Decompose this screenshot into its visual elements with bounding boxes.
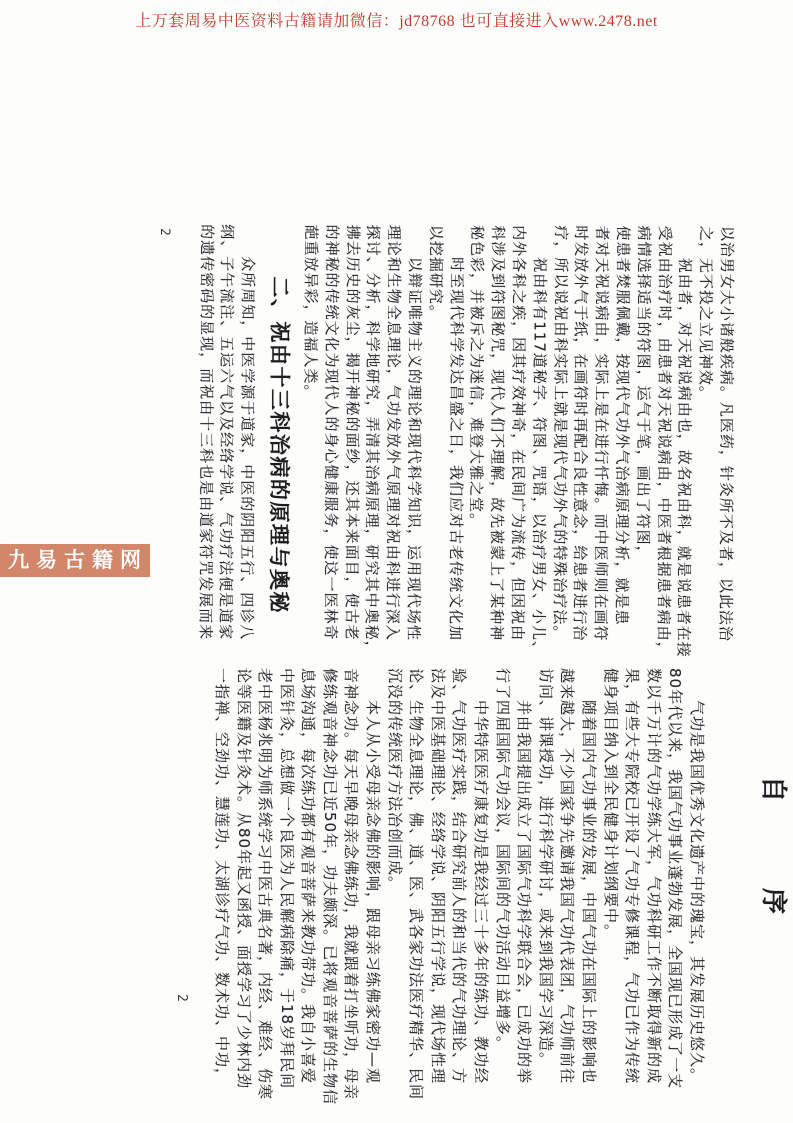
scan-page-bottom-content: [150, 668, 793, 1118]
text-line: 息场沟通，每次练功都有观音菩萨来教功带功。我自小喜爱: [299, 668, 318, 1085]
text-line: 论、生物全息理论，佛、道、医、武各家功法医疗精华、民间: [407, 668, 426, 1101]
text-line: 随着国内气功事业的发展，中国气功在国际上的影响也: [580, 668, 599, 1085]
text-line: 本人从小受母亲念佛的影响，跟母亲习练佛家密功—观: [364, 668, 383, 1085]
text-line: 祝由者，对天祝说病由也，故名祝由科，就是说患者在接: [674, 225, 695, 658]
text-line: 拂去历史的灰尘，揭开神秘的面纱，还其本来面目，使古老: [342, 224, 362, 641]
text-line: 一指禅、空劲功、慧莲功、太湖诊疗气功、数术功、中功，: [212, 668, 231, 1085]
watermark-badge: [0, 544, 150, 577]
scan-page-top-content: [148, 224, 750, 670]
text-line: 气功是我国优秀文化遗产中的瑰宝，其发展历史悠久。: [688, 668, 706, 1085]
text-line: 之，无不投之立见神效。: [696, 225, 716, 402]
text-line: 健身项目纳入到全民健身计划纲要中。: [601, 668, 620, 941]
text-line: 法及中医基础理论、经络学说、阴阳五行学说，现代场性理: [428, 668, 447, 1085]
text-line: 越来越大，不少国家争先邀请我国气功代表团，气功师前往: [558, 668, 577, 1085]
text-line: 疗，所以说祝由科实际上就是现代气功外气的特殊治疗法。: [550, 225, 570, 642]
text-line: 行了四届国际气功会议，国际间的气功活动日益增多。: [493, 668, 512, 1053]
preface-title: 自 序: [758, 776, 788, 917]
text-line: 者对天祝说病由，实际上是在进行忏悔。而中医师则在画符: [591, 225, 612, 642]
text-line: 80年代以来，我国气功事业蓬勃发展，全国现已形成了一支: [666, 668, 685, 1090]
text-line: 的神秘的传统文化为现代人的身心健康服务，使这一医林奇: [321, 224, 341, 641]
paragraphs-before-heading: [299, 224, 737, 670]
text-line: 修练观音神念功已近50年，功夫颇深。已将观音菩萨的生物信: [320, 668, 339, 1106]
text-line: 探讨、分析，科学地研究，弄清其治病原理，研究其中奥秘，: [362, 224, 383, 657]
text-line: 病情选择适当的符图，运气于笔，画出了符图，: [633, 225, 653, 562]
preface-text-block: [210, 668, 791, 1118]
text-line: 沉没的传统医疗方法冶创而成。: [385, 668, 404, 893]
text-line: 使患者焚服佩戴，按现代气功外气治病原理分析，就是患: [612, 225, 633, 626]
page-top-text-block: [194, 224, 750, 670]
text-line: 祝由科有117道秘字、符图、咒语，以治疗男女、小儿、: [529, 225, 549, 657]
text-line: 众所周知，中医学源于道家，中医的阴阳五行、四诊八: [237, 224, 258, 641]
paragraphs-after-heading: [194, 224, 258, 668]
text-line: 老中医杨兆明为师系统学习中医古典名著，内经、难经、伤寒: [256, 668, 275, 1101]
text-line: 葩重放异彩，造福人类。: [301, 224, 321, 401]
page-number: 2: [174, 994, 189, 1002]
text-line: 数以千万计的气功学练大军，气功科研工作不断取得新的成: [644, 668, 663, 1085]
text-line: 中华特医医疗康复功是我经过三十多年的练功、教功经: [472, 668, 491, 1085]
text-line: 时发放外气于纸，在画符时再配合良性意念，给患者进行治: [570, 225, 591, 642]
text-line: 受祝由治疗时，由患者对天祝说病由，中医者根据患者病由，: [654, 225, 674, 658]
text-line: 纲、子午流注、五运六气以及经络学说、气功疗法便是道家: [217, 224, 237, 641]
text-line: 并由我国提出成立了国际气功科学联合会，已成功的举: [515, 668, 534, 1085]
text-line: 理论和生物全息理论，气功发放外气原理对祝由科进行深入: [383, 224, 404, 641]
scan-page-top: [150, 226, 750, 670]
text-line: 验、气功医疗实践，结合研究前人的和当代的气功理论、方: [450, 668, 469, 1085]
preface-paragraphs: [210, 668, 707, 1118]
text-line: 音神念功。每天早晚母亲念佛练功，我就跟着打坐听功，母亲: [342, 668, 361, 1101]
text-line: 果，有些大专院校已开设了气功专修课程，气功已作为传统: [623, 668, 642, 1085]
scan-page-bottom: [150, 668, 793, 1118]
ad-banner-text: 上万套周易中医资料古籍请加微信：jd78768 也可直接进入www.2478.net: [135, 13, 658, 30]
text-line: 科涉及到符图秘咒，现代人们不理解，故先被蒙上了某种神: [487, 225, 508, 642]
text-line: 秘色彩，并被斥之为迷信，难登大雅之堂。: [467, 225, 487, 530]
watermark-text: 九易古籍网: [8, 548, 148, 572]
text-line: 访问、讲课授功，进行科学研讨，或来到我国学习深造。: [536, 668, 555, 1069]
text-line: 以挖掘研究。: [426, 224, 445, 321]
page-number: 2: [156, 227, 172, 236]
section-heading: 二、祝由十三科治病的原理与奥秘: [266, 276, 293, 614]
text-line: 以辩证唯物主义的理论和现代科学知识，运用现代场性: [404, 224, 425, 641]
text-line: 的遗传密码的显现，而祝由十三科也是由道家符咒发展而来: [196, 224, 216, 641]
text-line: 以治男女大小诸般疾病。凡医药，针灸所不及者，以此法治: [716, 225, 737, 642]
text-line: 内外各科之疾，因其疗效神奇，在民间广为流传，但因祝由: [508, 225, 529, 642]
text-line: 论等医籍及针灸术。从80年起又函授、面授学习了少林内劲: [234, 668, 253, 1090]
text-line: 时至现代科学发达昌盛之日，我们应对古老传统文化加: [446, 224, 466, 642]
text-line: 中医针灸，总想做一个良医为人民解病除痛，于18岁拜民间: [277, 668, 296, 1090]
